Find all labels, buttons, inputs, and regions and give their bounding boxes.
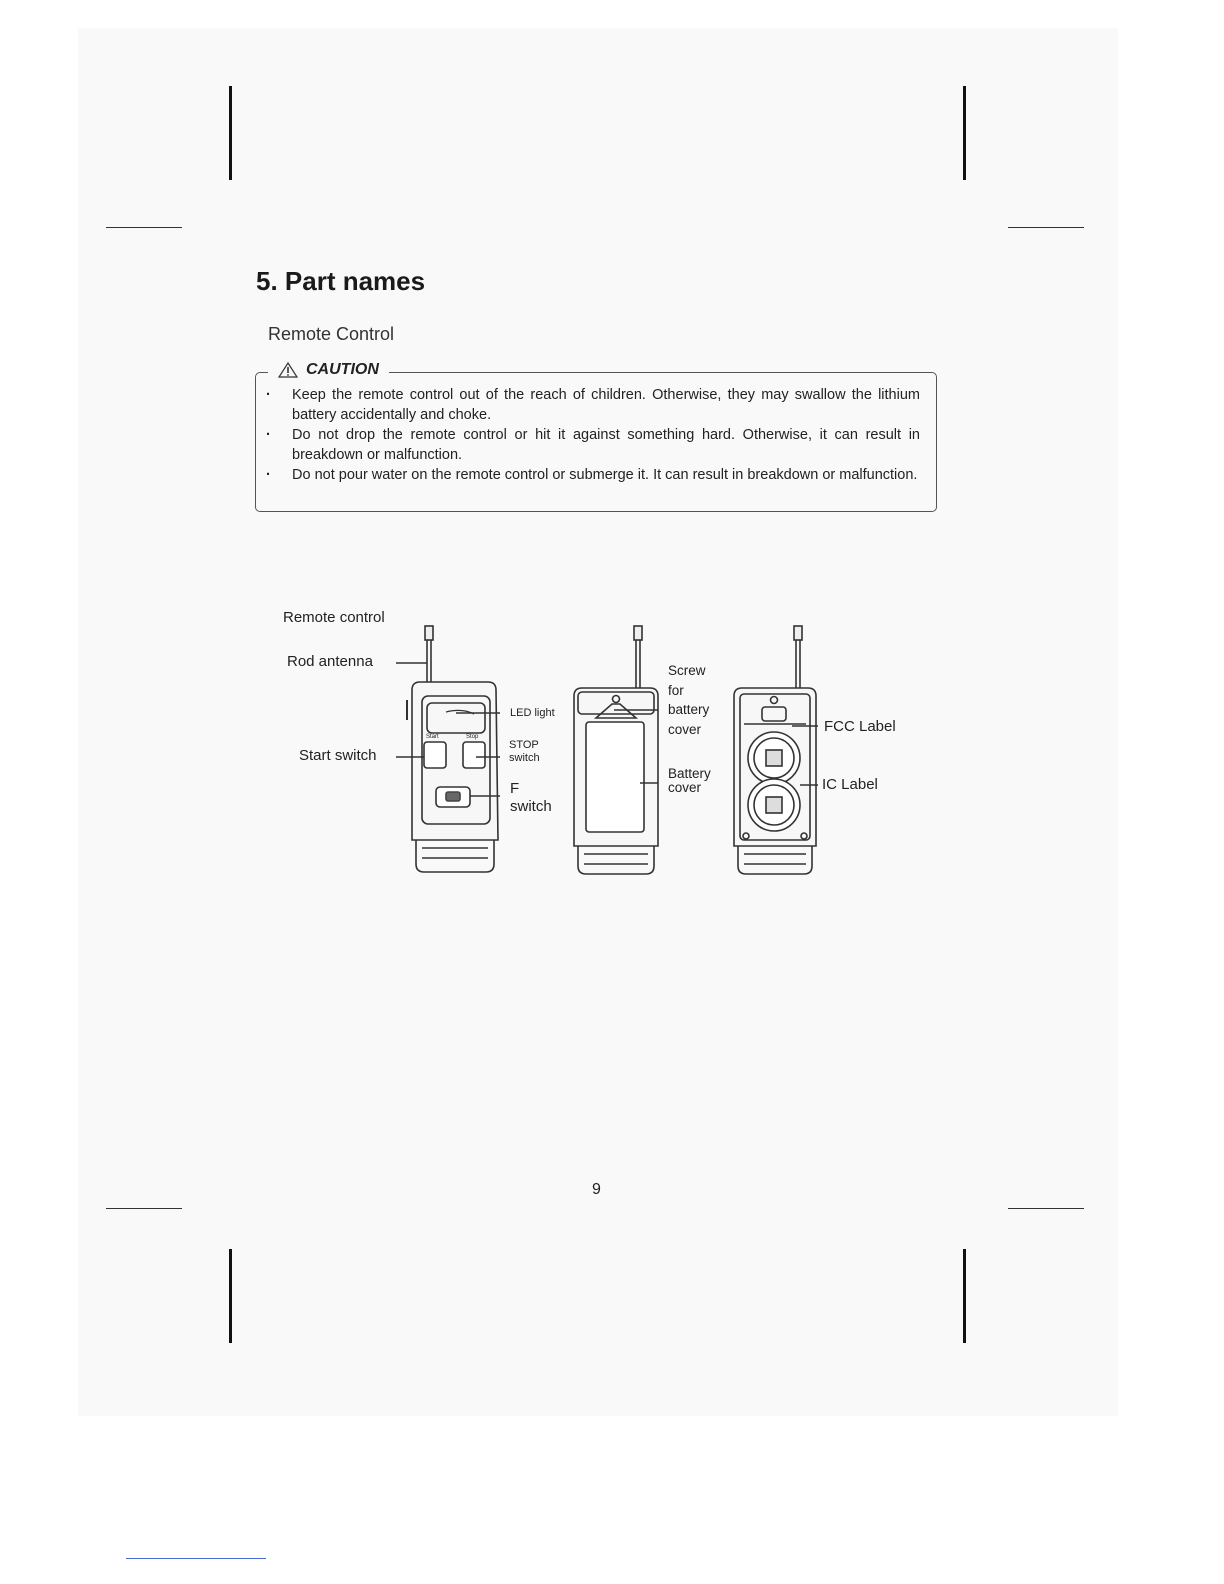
label-rod-antenna: Rod antenna: [287, 653, 373, 670]
button-start-text: Start: [426, 734, 439, 740]
caution-item: · Keep the remote control out of the reach of children. Otherwise, they may swallow the lithium battery accidentally and choke.: [264, 385, 920, 425]
bottom-rule: [126, 1558, 266, 1559]
remote-open-view: [734, 626, 816, 874]
label-f-switch: F switch: [510, 780, 552, 815]
label-screw-battery-cover: Screw for battery cover: [668, 663, 710, 737]
page-number: 9: [592, 1181, 601, 1198]
figure-caption: Remote control: [283, 609, 385, 626]
caution-item: · Do not drop the remote control or hit it against something hard. Otherwise, it can result in breakdown or malfunction.: [264, 425, 920, 465]
section-title: 5. Part names: [256, 266, 426, 296]
caution-heading-text: CAUTION: [306, 361, 379, 378]
label-fcc: FCC Label: [824, 718, 896, 735]
label-stop-switch: STOP switch: [509, 739, 540, 764]
section-subtitle: Remote Control: [268, 324, 395, 344]
label-led-light: LED light: [510, 707, 555, 719]
remote-back-view: [574, 626, 658, 874]
label-start-switch: Start switch: [299, 747, 377, 764]
label-battery-cover: Battery cover: [668, 766, 711, 795]
label-ic: IC Label: [822, 776, 878, 793]
caution-item: · Do not pour water on the remote control or submerge it. It can result in breakdown or malfunction.: [264, 465, 920, 485]
button-stop-text: Stop: [466, 734, 479, 740]
